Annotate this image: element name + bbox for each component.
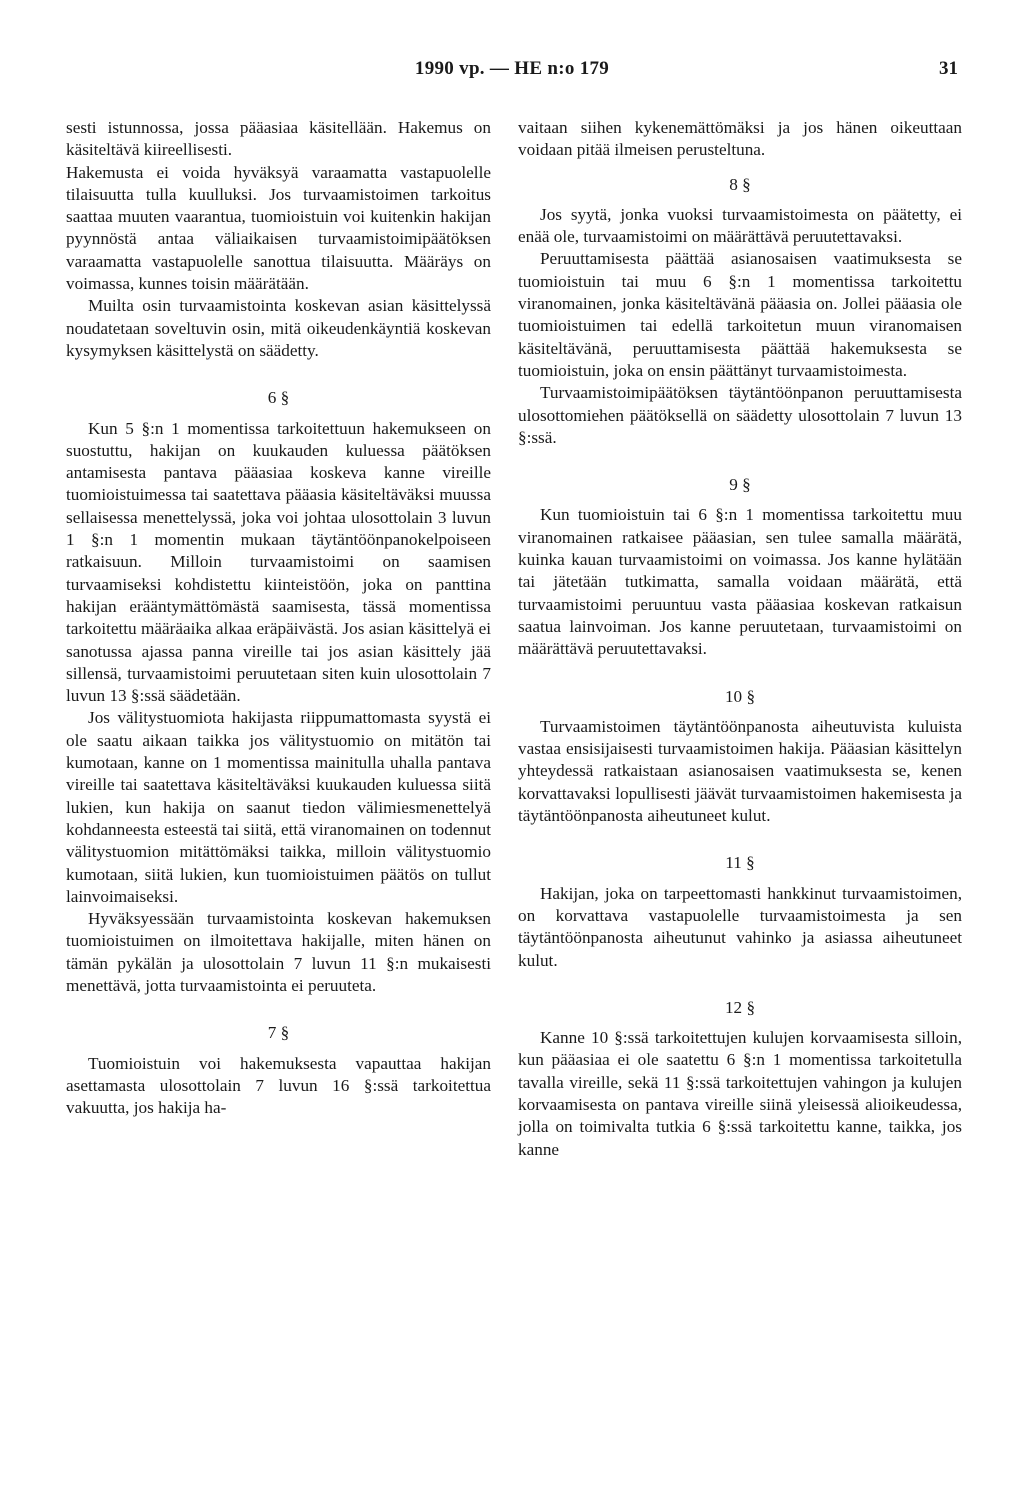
paragraph: vaitaan siihen kykenemättömäksi ja jos hänen oikeuttaan voidaan pitää ilmeisen perusteltuna. — [518, 118, 962, 160]
paragraph: Tuomioistuin voi hakemuksesta vapauttaa hakijan asettamasta ulosottolain 7 luvun 16 §:ssä tarkoitettua vakuutta, jos hakija ha- — [66, 1053, 491, 1118]
section-heading-11: 11 § — [725, 853, 755, 873]
paragraph: Kun 5 §:n 1 momentissa tarkoitettuun hakemukseen on suostuttu, hakijan on kuukauden kuluessa päätöksen antamisesta pantava pääasiaa koskeva kanne vireille tuomioistuimessa tai saatettava pääasia käsiteltäväksi muussa sellaisessa menettelyssä, joka voi johtaa ulosottolain 3 luvun 1 §:n 1 momentin mukaan täytäntöönpanokelpoiseen ratkaisuun. Milloin turvaamistoimi on saamisen turvaamiseksi kohdistettu kiinteistöön, joka on panttina hakijan erääntymättömästä saamisesta, tässä momentissa tarkoitettu määräaika alkaa eräpäivästä. Jos asian käsittelyä ei sanotussa ajassa panna vireille tai jos asian käsittely jää sillensä, turvaamistoimi peruutetaan siten kuin ulosottolain 7 luvun 13 §:ssä säädetään. — [66, 418, 491, 706]
paragraph: Turvaamistoimipäätöksen täytäntöönpanon peruuttamisesta ulosottomiehen päätöksellä on säädetty ulosottolain 7 luvun 13 §:ssä. — [518, 383, 962, 447]
section-heading-8: 8 § — [729, 174, 751, 194]
section-heading-10: 10 § — [724, 686, 756, 706]
paragraph: Jos syytä, jonka vuoksi turvaamistoimesta on päätetty, ei enää ole, turvaamistoimi on määrättävä peruutettavaksi. — [518, 204, 962, 247]
paragraph: Kun tuomioistuin tai 6 §:n 1 momentissa tarkoitettu muu viranomainen ratkaisee pääasian, sen tulee samalla määrätä, kuinka kauan turvaamistoimi on voimassa. Jos kanne hylätään tai jätetään tutkimatta, samalla voidaan määrätä, että turvaamistoimi peruuntuu vasta pääasiaa koskevan ratkaisun saatua lainvoiman. Jos kanne peruutetaan, turvaamistoimi on määrättävä peruutettavaksi. — [518, 505, 962, 659]
page-number: 31 — [939, 58, 958, 79]
section-heading-6: 6 § — [267, 388, 290, 408]
paragraph: Turvaamistoimen täytäntöönpanosta aiheutuvista kuluista vastaa ensisijaisesti turvaamistoimen hakija. Pääasian käsittelyn yhteydessä ratkaistaan asianosaisen vaatimuksesta se, kenen korvattavaksi lopullisesti jäävät turvaamistoimen hakemisesta ja täytäntöönpanosta aiheutuneet kulut. — [518, 716, 962, 826]
paragraph: Jos välitystuomiota hakijasta riippumattomasta syystä ei ole saatu aikaan taikka jos välitystuomio on mitätön tai kumotaan, kanne on 1 momentissa mainitulla uhalla pantava vireille tai saatettava käsiteltäväksi kuukauden kuluessa siitä lukien, kun hakija on saanut tiedon välimiesmenettelyä kohdanneesta esteestä tai siitä, että viranomainen on todennut välitystuomion mitättömäksi taikka, milloin välitystuomio kumotaan, siitä lukien, kun tuomioistuimen päätös on tullut lainvoimaiseksi. — [66, 708, 491, 906]
paragraph: Hakijan, joka on tarpeettomasti hankkinut turvaamistoimen, on korvattava vastapuolelle turvaamistoimesta ja sen täytäntöönpanosta aiheutunut vahinko ja asiassa aiheutuneet kulut. — [518, 883, 962, 970]
running-title: 1990 vp. — HE n:o 179 — [414, 58, 610, 79]
paragraph: Hyväksyessään turvaamistointa koskevan hakemuksen tuomioistuimen on ilmoitettava hakijalle, miten hänen on tämän pykälän ja ulosottolain 7 luvun 11 §:n mukaisesti menettävä, jotta turvaamistointa ei peruuteta. — [66, 909, 491, 995]
paragraph: Hakemusta ei voida hyväksyä varaamatta vastapuolelle tilaisuutta tulla kuulluksi. Jos turvaamistoimen tarkoitus saattaa muuten vaarantua, tuomioistuin voi kuitenkin hakijan pyynnöstä antaa väliaikaisen turvaamistoimipäätöksen varaamatta vastapuolelle sanottua tilaisuutta. Määräys on voimassa, kunnes toisin määrätään. — [66, 162, 491, 294]
left-column — [66, 117, 491, 1119]
section-heading-12: 12 § — [724, 997, 756, 1017]
paragraph: Peruuttamisesta päättää asianosaisen vaatimuksesta se tuomioistuin tai muu 6 §:n 1 momentissa tarkoitettu viranomainen, jonka käsiteltävänä pääasia on. Jollei pääasia ole tuomioistuimen tai edellä tarkoitetun muun viranomaisen käsiteltävänä, peruuttamisesta päättää hakemuksesta se tuomioistuin, joka on ensin päättänyt turvaamistoimesta. — [518, 249, 962, 380]
right-column — [518, 117, 962, 1161]
paragraph: sesti istunnossa, jossa pääasiaa käsitellään. Hakemus on käsiteltävä kiireellisesti. — [66, 118, 491, 160]
page-header — [0, 58, 1024, 88]
section-heading-7: 7 § — [267, 1023, 290, 1043]
paragraph: Kanne 10 §:ssä tarkoitettujen kulujen korvaamisesta silloin, kun pääasiaa ei ole saatettu 6 §:n 1 momentissa tarkoitetulla tavalla vireille, sekä 11 §:ssä tarkoitettujen vahingon ja kulujen korvaamisesta on pantava vireille siinä yleisessä alioikeudessa, jolla on toimivalta tutkia 6 §:ssä tarkoitettu kanne, taikka, jos kanne — [518, 1028, 962, 1159]
section-heading-9: 9 § — [729, 475, 751, 495]
paragraph: Muilta osin turvaamistointa koskevan asian käsittelyssä noudatetaan soveltuvin osin, mitä oikeudenkäyntiä koskevan kysymyksen käsittelystä on säädetty. — [66, 296, 491, 360]
